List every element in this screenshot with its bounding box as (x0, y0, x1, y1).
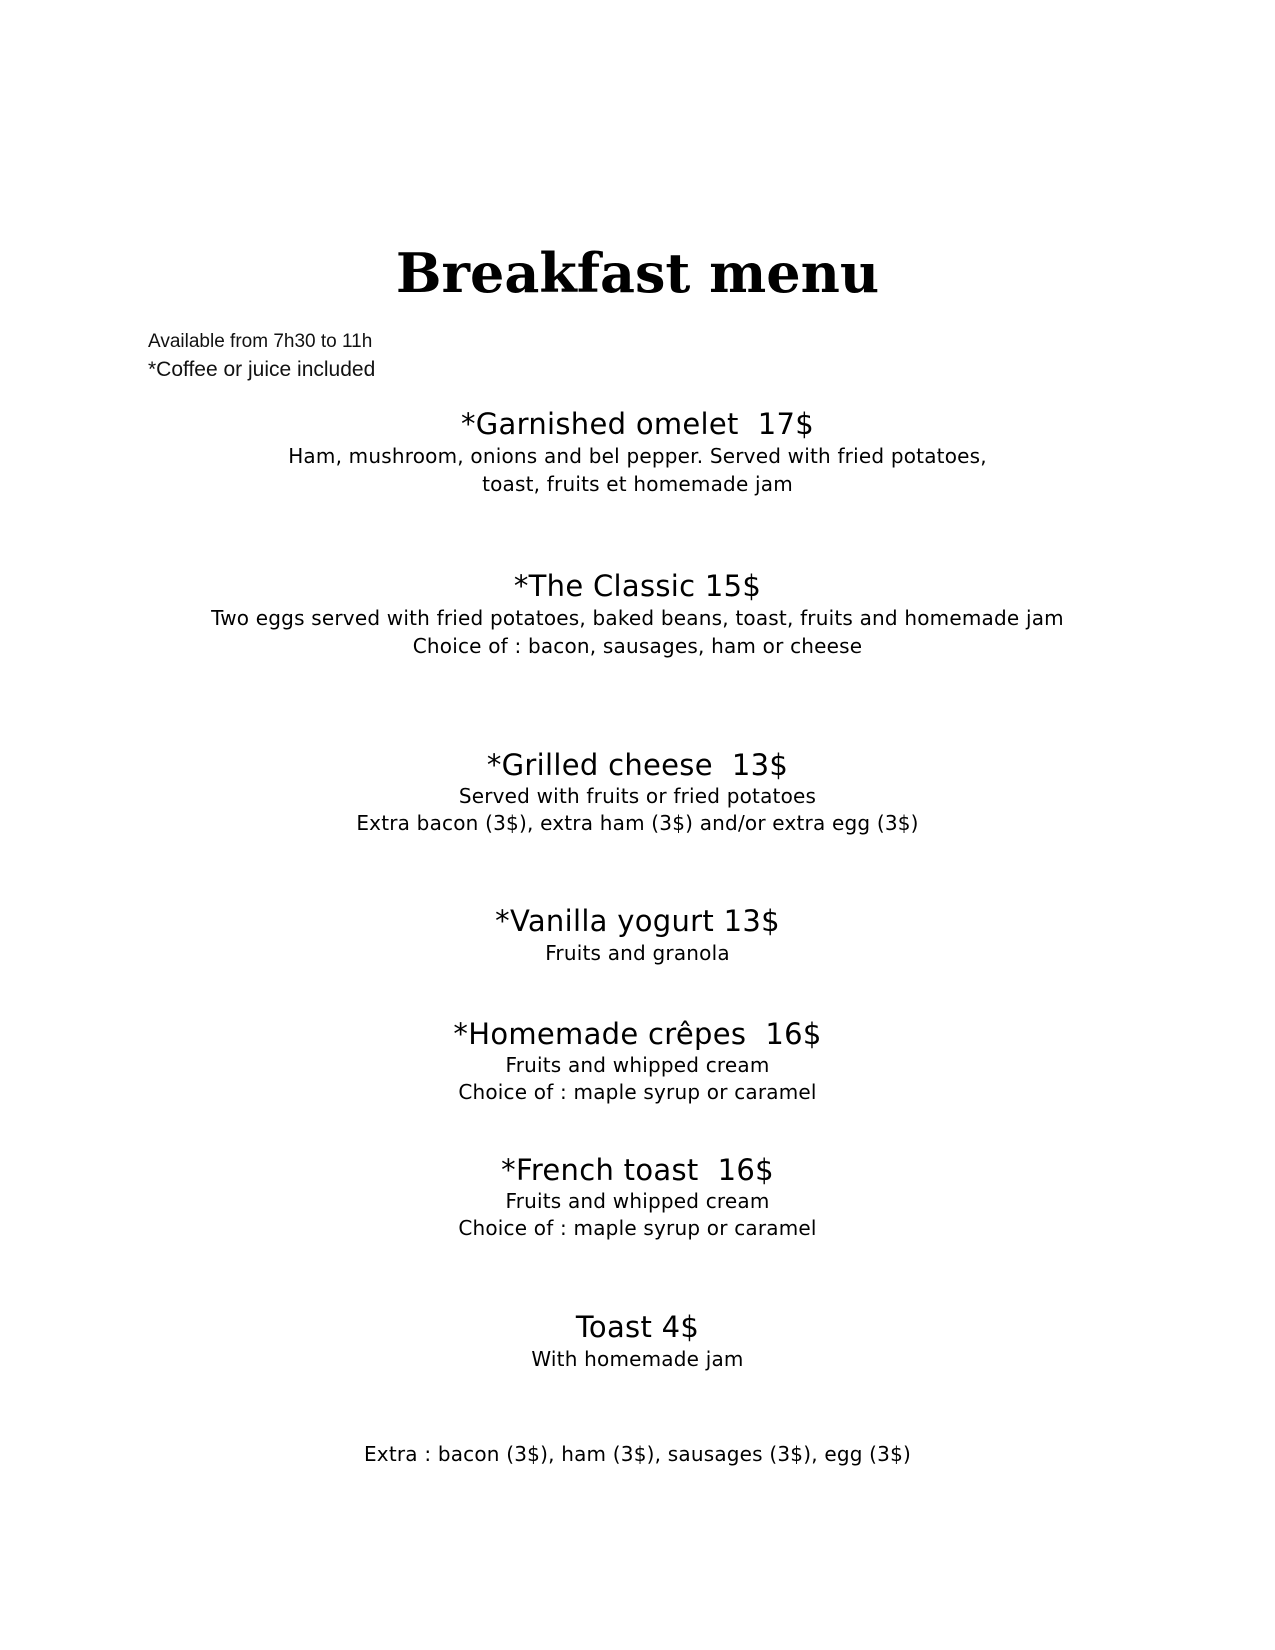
menu-item-name: *The Classic 15$ (513, 569, 762, 603)
page-title: Breakfast menu (395, 241, 880, 305)
menu-item-description: Fruits and whipped cream (505, 1189, 770, 1213)
menu-item-description: Choice of : bacon, sausages, ham or cheese (412, 634, 863, 658)
menu-item-description: With homemade jam (531, 1347, 744, 1371)
menu-item-toast (0, 1309, 1275, 1373)
menu-item-name: *Vanilla yogurt 13$ (495, 904, 780, 938)
availability-note: Available from 7h30 to 11h (148, 331, 373, 352)
menu-item-description: Choice of : maple syrup or caramel (458, 1216, 817, 1240)
included-note: *Coffee or juice included (148, 358, 376, 381)
menu-item-description: Fruits and granola (545, 941, 730, 965)
menu-item-description: Ham, mushroom, onions and bel pepper. Served with fried potatoes, (288, 444, 987, 468)
menu-item-description: toast, fruits et homemade jam (482, 472, 793, 496)
menu-item-vanilla-yogurt (0, 903, 1275, 967)
menu-item-name: Toast 4$ (575, 1310, 700, 1344)
menu-item-name: *Garnished omelet 17$ (460, 407, 815, 441)
extras-line: Extra : bacon (3$), ham (3$), sausages (3$), egg (3$) (363, 1442, 912, 1466)
menu-item-name: *French toast 16$ (501, 1153, 774, 1187)
menu-item-name: *Grilled cheese 13$ (486, 748, 789, 782)
menu-item-grilled-cheese (0, 747, 1275, 837)
menu-item-name: *Homemade crêpes 16$ (453, 1017, 822, 1051)
menu-item-homemade-crepes (0, 1016, 1275, 1106)
menu-item-description: Choice of : maple syrup or caramel (458, 1080, 817, 1104)
menu-item-french-toast (0, 1152, 1275, 1242)
menu-item-description: Served with fruits or fried potatoes (458, 784, 817, 808)
menu-item-the-classic (0, 568, 1275, 660)
menu-item-description: Fruits and whipped cream (505, 1053, 770, 1077)
menu-item-garnished-omelet (0, 406, 1275, 498)
menu-item-description: Two eggs served with fried potatoes, baked beans, toast, fruits and homemade jam (211, 606, 1064, 630)
menu-item-description: Extra bacon (3$), extra ham (3$) and/or extra egg (3$) (356, 811, 919, 835)
